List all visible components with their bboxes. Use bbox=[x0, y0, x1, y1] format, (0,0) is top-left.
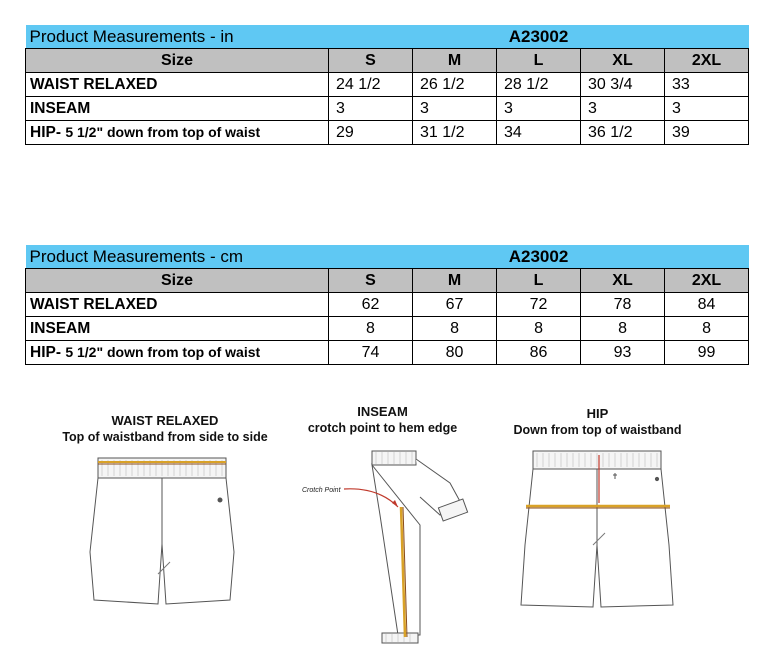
header-m: M bbox=[413, 269, 497, 293]
cell-value: 24 1/2 bbox=[329, 73, 413, 97]
cell-value: 3 bbox=[497, 97, 581, 121]
cell-value: 30 3/4 bbox=[581, 73, 665, 97]
header-2xl: 2XL bbox=[665, 49, 749, 73]
row-label: INSEAM bbox=[26, 317, 329, 341]
header-xl: XL bbox=[581, 269, 665, 293]
cell-value: 8 bbox=[329, 317, 413, 341]
hip-diagram-caption bbox=[495, 405, 700, 439]
header-s: S bbox=[329, 49, 413, 73]
header-l: L bbox=[497, 269, 581, 293]
cell-value: 26 1/2 bbox=[413, 73, 497, 97]
header-size: Size bbox=[26, 49, 329, 73]
row-label: INSEAM bbox=[26, 97, 329, 121]
diagram-title: HIP bbox=[586, 406, 609, 421]
style-code: A23002 bbox=[497, 25, 581, 49]
cell-value: 3 bbox=[581, 97, 665, 121]
cell-value: 29 bbox=[329, 121, 413, 145]
cell-value: 99 bbox=[665, 341, 749, 365]
diagram-subtitle: Down from top of waistband bbox=[513, 423, 682, 437]
inseam-diagram-caption bbox=[280, 403, 485, 437]
header-m: M bbox=[413, 49, 497, 73]
style-code: A23002 bbox=[497, 245, 581, 269]
table-title: Product Measurements - in bbox=[26, 25, 497, 49]
cell-value: 8 bbox=[665, 317, 749, 341]
table-row bbox=[26, 97, 749, 121]
hip-shorts-illustration bbox=[513, 445, 683, 615]
cell-value: 36 1/2 bbox=[581, 121, 665, 145]
cell-value: 74 bbox=[329, 341, 413, 365]
table-title-row bbox=[26, 245, 749, 269]
header-size: Size bbox=[26, 269, 329, 293]
table-title-row bbox=[26, 25, 749, 49]
row-label: HIP- 5 1/2" down from top of waist bbox=[26, 121, 329, 145]
diagram-subtitle: crotch point to hem edge bbox=[307, 421, 458, 435]
header-2xl: 2XL bbox=[665, 269, 749, 293]
cell-value: 28 1/2 bbox=[497, 73, 581, 97]
diagram-title: INSEAM bbox=[357, 404, 408, 419]
cell-value: 62 bbox=[329, 293, 413, 317]
table-row bbox=[26, 293, 749, 317]
measurements-table-in bbox=[25, 25, 749, 145]
diagram-subtitle: Top of waistband from side to side bbox=[62, 430, 268, 444]
diagram-title: WAIST RELAXED bbox=[111, 413, 219, 428]
waist-diagram-caption bbox=[40, 412, 290, 446]
table-title: Product Measurements - cm bbox=[26, 245, 497, 269]
cell-value: 33 bbox=[665, 73, 749, 97]
cell-value: 72 bbox=[497, 293, 581, 317]
cell-value: 80 bbox=[413, 341, 497, 365]
row-label: HIP- 5 1/2" down from top of waist bbox=[26, 341, 329, 365]
cell-value: 8 bbox=[413, 317, 497, 341]
header-s: S bbox=[329, 269, 413, 293]
header-xl: XL bbox=[581, 49, 665, 73]
table-row bbox=[26, 341, 749, 365]
cell-value: 8 bbox=[581, 317, 665, 341]
cell-value: 93 bbox=[581, 341, 665, 365]
cell-value: 39 bbox=[665, 121, 749, 145]
header-row bbox=[26, 269, 749, 293]
cell-value: 3 bbox=[329, 97, 413, 121]
cell-value: 34 bbox=[497, 121, 581, 145]
table-row bbox=[26, 73, 749, 97]
row-label: WAIST RELAXED bbox=[26, 73, 329, 97]
cell-value: 86 bbox=[497, 341, 581, 365]
cell-value: 3 bbox=[413, 97, 497, 121]
table-row bbox=[26, 121, 749, 145]
cell-value: 31 1/2 bbox=[413, 121, 497, 145]
cell-value: 84 bbox=[665, 293, 749, 317]
cell-value: 3 bbox=[665, 97, 749, 121]
waist-shorts-illustration bbox=[80, 452, 250, 612]
waist-measure-line bbox=[98, 462, 226, 464]
header-row bbox=[26, 49, 749, 73]
inseam-shorts-illustration bbox=[300, 445, 480, 650]
measurements-table-cm bbox=[25, 245, 749, 365]
cell-value: 67 bbox=[413, 293, 497, 317]
cell-value: 78 bbox=[581, 293, 665, 317]
header-l: L bbox=[497, 49, 581, 73]
cell-value: 8 bbox=[497, 317, 581, 341]
row-label: WAIST RELAXED bbox=[26, 293, 329, 317]
table-row bbox=[26, 317, 749, 341]
svg-text:Crotch Point: Crotch Point bbox=[302, 487, 341, 494]
